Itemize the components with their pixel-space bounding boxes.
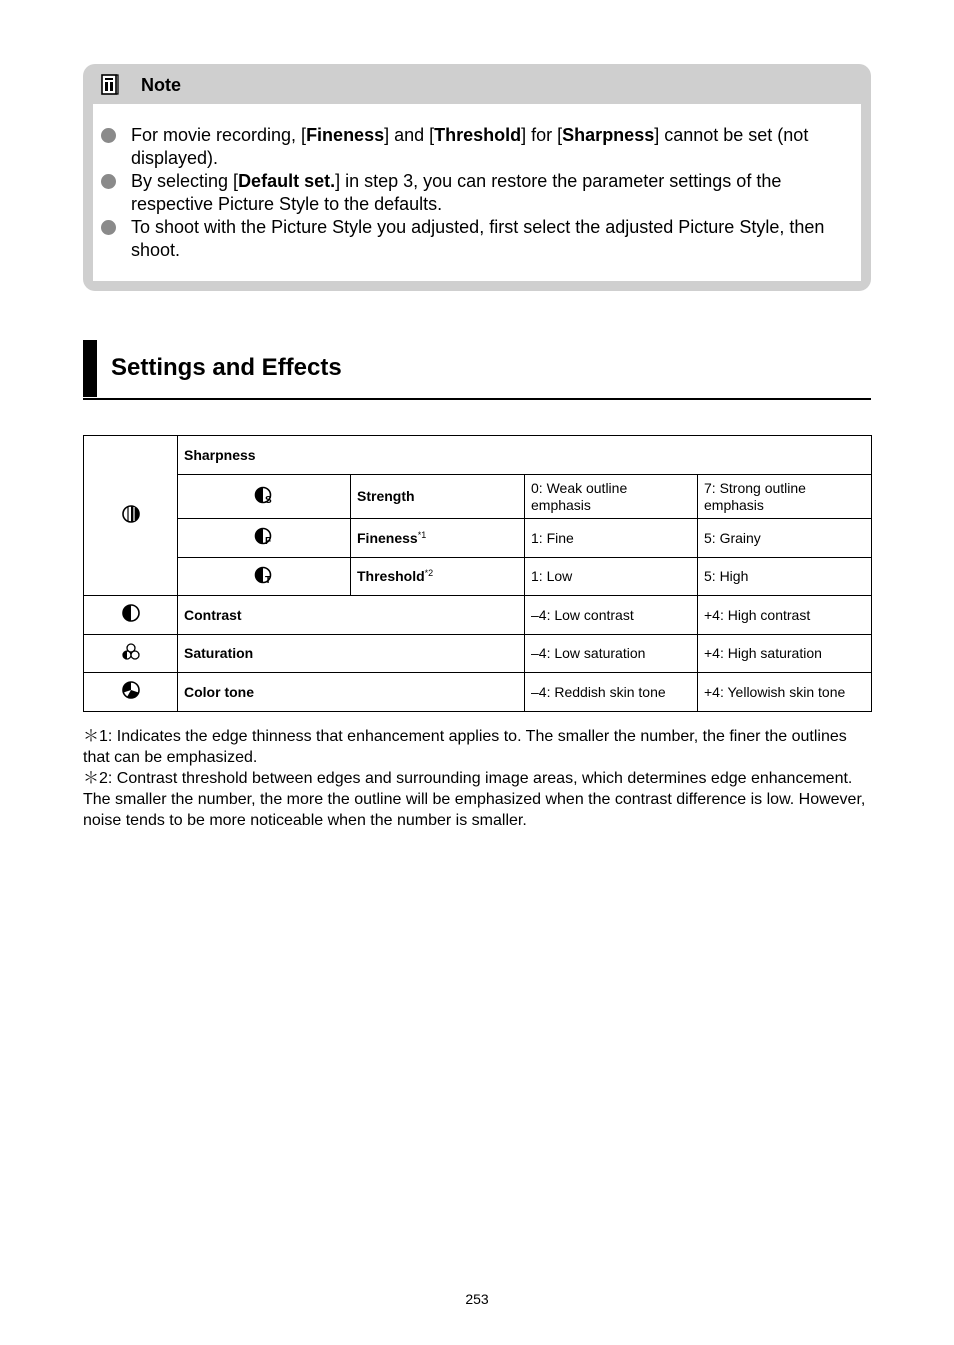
saturation-low: –4: Low saturation [525,635,698,673]
svg-text:T: T [265,574,272,585]
note-list [93,124,853,262]
note-icon [101,74,119,96]
table-row [84,673,872,712]
sharpness-icon-cell [84,436,178,596]
contrast-icon-cell [84,596,178,635]
table-row [84,475,872,519]
saturation-icon-cell [84,635,178,673]
strength-high: 7: Strong outline emphasis [698,475,872,519]
saturation-label: Saturation [178,635,525,673]
threshold-icon-cell [178,558,351,596]
note-header [83,64,871,104]
settings-table [83,435,872,712]
fineness-icon [254,526,274,546]
strength-label: Strength [351,475,525,519]
contrast-label: Contrast [178,596,525,635]
bullet-icon [101,220,116,235]
section-heading [83,340,871,400]
threshold-label: Threshold$^{*2}$ [351,558,525,596]
bullet-icon [101,174,116,189]
table-row [84,436,872,475]
contrast-high: +4: High contrast [698,596,872,635]
list-item: By selecting [Default set.] in step 3, you can restore the parameter settings of the respective Picture Style to the defaults. [93,170,853,216]
table-row [84,558,872,596]
color-tone-icon-cell [84,673,178,712]
fineness-label: Fineness$^{*1}$ [351,519,525,558]
note-title: Note [141,75,181,95]
strength-icon-cell [178,475,351,519]
threshold-low: 1: Low [525,558,698,596]
footnote-2: ＊2: Contrast threshold between edges and surrounding image areas, which determines edge enhancement. The smaller the number, the more the outline will be emphasized when the contrast difference is low. However, noise tends to be more noticeable when the number is smaller. [83,770,866,829]
sharpness-icon [121,504,141,524]
footnotes [83,726,873,831]
fineness-icon-cell [178,519,351,558]
strength-icon [254,485,274,505]
strength-low: 0: Weak outline emphasis [525,475,698,519]
color-tone-high: +4: Yellowish skin tone [698,673,872,712]
color-tone-low: –4: Reddish skin tone [525,673,698,712]
note-box [83,64,871,291]
table-row [84,635,872,673]
bullet-icon [101,128,116,143]
page-number: 253 [465,1291,489,1307]
svg-text:F: F [265,536,272,546]
note-body [93,104,861,281]
fineness-low: 1: Fine [525,519,698,558]
saturation-icon [121,642,141,662]
fineness-high: 5: Grainy [698,519,872,558]
table-row [84,519,872,558]
table-row [84,596,872,635]
threshold-icon [254,565,274,585]
footnote-1: ＊1: Indicates the edge thinness that enhancement applies to. The smaller the number, the finer the outlines that can be emphasized. [83,728,847,766]
saturation-high: +4: High saturation [698,635,872,673]
svg-text:S: S [265,494,272,505]
threshold-high: 5: High [698,558,872,596]
sharpness-label: Sharpness [178,436,872,475]
section-bar [83,340,97,397]
list-item: To shoot with the Picture Style you adjusted, first select the adjusted Picture Style, then shoot. [93,216,853,262]
contrast-low: –4: Low contrast [525,596,698,635]
color-tone-label: Color tone [178,673,525,712]
color-tone-icon [121,680,141,700]
list-item: For movie recording, [Fineness] and [Threshold] for [Sharpness] cannot be set (not displayed). [93,124,853,170]
section-title: Settings and Effects [111,354,342,381]
contrast-icon [121,603,141,623]
